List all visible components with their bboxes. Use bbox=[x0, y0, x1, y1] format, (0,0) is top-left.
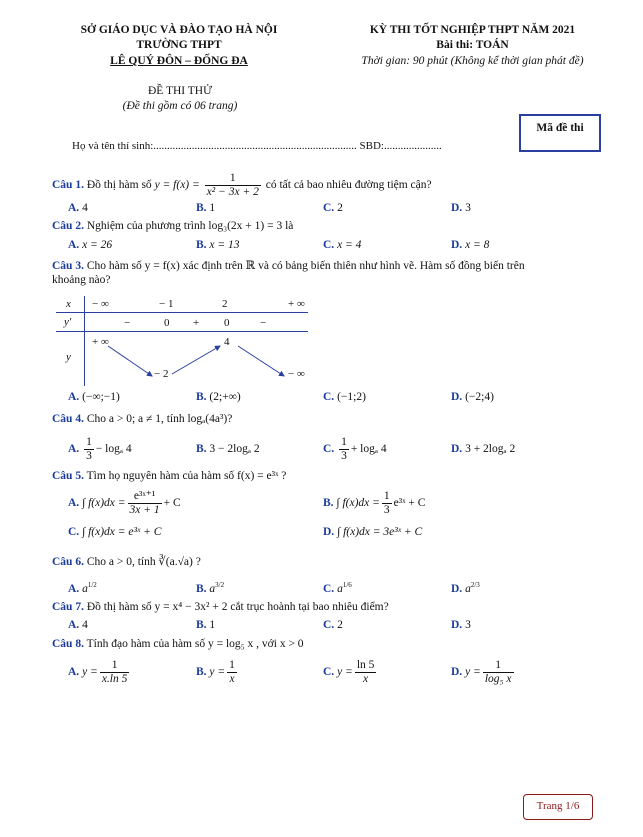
q2-option-c[interactable]: C. x = 4 bbox=[323, 239, 362, 251]
dept-name: SỞ GIÁO DỤC VÀ ĐÀO TẠO HÀ NỘI bbox=[80, 24, 278, 36]
q7-option-b[interactable]: B. 1 bbox=[196, 619, 216, 631]
school-type: TRƯỜNG THPT bbox=[136, 39, 222, 51]
exam-type: ĐỀ THI THỬ bbox=[147, 85, 213, 97]
q3-option-b[interactable]: B. (2;+∞) bbox=[196, 391, 241, 403]
q5-option-d[interactable]: D. ∫ f(x)dx = 3e³ˣ + C bbox=[323, 526, 423, 538]
q1-suffix: có tất cả bao nhiêu đường tiệm cận? bbox=[265, 179, 432, 192]
q7-option-c[interactable]: C. 2 bbox=[323, 619, 343, 631]
vt-x-0: − ∞ bbox=[92, 298, 109, 310]
q3-option-a[interactable]: A. (−∞;−1) bbox=[68, 391, 120, 403]
vt-x-3: + ∞ bbox=[288, 298, 305, 310]
q4-option-a[interactable]: A. $\frac{1}{3}$ − logₐ 4 bbox=[68, 436, 132, 462]
vt-y-1: 4 bbox=[224, 336, 230, 348]
question-4: Câu 4. Cho a > 0; a ≠ 1, tính logₐ(4a³)? bbox=[52, 413, 233, 425]
q3-option-c[interactable]: C. (−1;2) bbox=[323, 391, 366, 403]
q2-option-b[interactable]: B. x = 13 bbox=[196, 239, 240, 251]
q1-option-c[interactable]: C. 2 bbox=[323, 202, 343, 214]
arrow-down-2 bbox=[238, 346, 284, 376]
arrow-up bbox=[172, 346, 220, 374]
q8-option-a[interactable]: A. y = $\frac{1}{x.\ln 5}$ bbox=[68, 659, 128, 685]
page-number: Trang 1/6 bbox=[536, 800, 580, 812]
question-1 bbox=[52, 172, 432, 199]
vt-sign-1: 0 bbox=[164, 317, 170, 329]
vt-yp-label: y′ bbox=[64, 316, 72, 328]
exam-code-label: Mã đề thi bbox=[536, 122, 584, 134]
question-3: Câu 3. Cho hàm số y = f(x) xác định trên ℝ và có bảng biến thiên như hình vẽ. Hàm số đồng biến trên bbox=[52, 260, 525, 272]
q5-option-a[interactable]: A. ∫ f(x)dx = $\frac{\text{e³ˣ⁺¹}}{3x + 1}$ + C bbox=[68, 490, 181, 516]
vt-arrows bbox=[56, 296, 308, 386]
vt-sign-4: − bbox=[260, 317, 267, 329]
q4-option-d[interactable]: D. 3 + 2logₐ 2 bbox=[451, 443, 516, 455]
question-2: Câu 2. Nghiệm của phương trình log₃(2x + 1) = 3 là bbox=[52, 220, 294, 232]
vt-x-2: 2 bbox=[222, 298, 228, 310]
question-7: Câu 7. Đồ thị hàm số y = x⁴ − 3x² + 2 cắt trục hoành tại bao nhiêu điểm? bbox=[52, 601, 389, 613]
question-6: Câu 6. Cho a > 0, tính ∛(a.√a) ? bbox=[52, 556, 201, 568]
vt-y-0: + ∞ bbox=[92, 336, 109, 348]
page-number-box bbox=[523, 794, 593, 820]
vt-sign-2: + bbox=[193, 317, 200, 329]
subject: Bài thi: TOÁN bbox=[436, 39, 509, 51]
arrow-down-1 bbox=[108, 346, 152, 376]
q7-option-d[interactable]: D. 3 bbox=[451, 619, 471, 631]
q8-option-c[interactable]: C. y = $\frac{\ln 5}{x}$ bbox=[323, 659, 375, 685]
vt-sign-3: 0 bbox=[224, 317, 230, 329]
q3-option-d[interactable]: D. (−2;4) bbox=[451, 391, 494, 403]
vt-y-2: − 2 bbox=[154, 368, 169, 380]
pages-note: (Đề thi gồm có 06 trang) bbox=[122, 100, 238, 112]
exam-title: KỲ THI TỐT NGHIỆP THPT NĂM 2021 bbox=[369, 24, 576, 36]
exam-code-box bbox=[519, 114, 601, 152]
q4-option-b[interactable]: B. 3 − 2logₐ 2 bbox=[196, 443, 260, 455]
question-3-cont: khoảng nào? bbox=[52, 274, 111, 286]
q1-option-d[interactable]: D. 3 bbox=[451, 202, 471, 214]
q4-option-c[interactable]: C. $\frac{1}{3}$ + logₐ 4 bbox=[323, 436, 387, 462]
q1-fraction: $\frac{1}{\text{x² − 3x + 2}}$ bbox=[206, 172, 259, 198]
vt-y-3: − ∞ bbox=[288, 368, 305, 380]
vt-y-label: y bbox=[66, 351, 71, 363]
q2-option-d[interactable]: D. x = 8 bbox=[451, 239, 490, 251]
q1-text: Đồ thị hàm số bbox=[86, 179, 152, 192]
q6-option-c[interactable]: C. $a^{1/6}$ bbox=[323, 581, 352, 595]
student-info-line: Họ và tên thí sinh:.......................................................................... SBD:..................... bbox=[72, 140, 442, 152]
q1-option-a[interactable]: A. 4 bbox=[68, 202, 88, 214]
q5-option-b[interactable]: B. ∫ f(x)dx = $\frac{1}{3}$ e³ˣ + C bbox=[323, 490, 426, 516]
question-8: Câu 8. Tính đạo hàm của hàm số y = log₅ x , với x > 0 bbox=[52, 638, 304, 650]
school-name: LÊ QUÝ ĐÔN – ĐỐNG ĐA bbox=[110, 55, 248, 67]
vt-x-1: − 1 bbox=[159, 298, 174, 310]
vt-sign-0: − bbox=[124, 317, 131, 329]
variation-table bbox=[56, 296, 308, 386]
question-5: Câu 5. Tìm họ nguyên hàm của hàm số f(x) = e³ˣ ? bbox=[52, 470, 287, 482]
q5-option-c[interactable]: C. ∫ f(x)dx = e³ˣ + C bbox=[68, 526, 162, 538]
q1-label: Câu 1. bbox=[52, 179, 84, 192]
q2-option-a[interactable]: A. x = 26 bbox=[68, 239, 113, 251]
vt-x-label: x bbox=[66, 298, 71, 310]
q6-option-b[interactable]: B. $a^{3/2}$ bbox=[196, 581, 225, 595]
q8-option-d[interactable]: D. y = $\frac{1}{\text{log₅ x}}$ bbox=[451, 659, 512, 685]
q1-option-b[interactable]: B. 1 bbox=[196, 202, 216, 214]
q8-option-b[interactable]: B. y = $\frac{1}{x}$ bbox=[196, 659, 235, 685]
q6-option-a[interactable]: A. $a^{1/2}$ bbox=[68, 581, 97, 595]
q7-option-a[interactable]: A. 4 bbox=[68, 619, 88, 631]
time-note: Thời gian: 90 phút (Không kể thời gian phát đề) bbox=[361, 55, 584, 67]
q6-option-d[interactable]: D. $a^{2/3}$ bbox=[451, 581, 480, 595]
q1-func: y = f(x) = bbox=[154, 179, 200, 192]
